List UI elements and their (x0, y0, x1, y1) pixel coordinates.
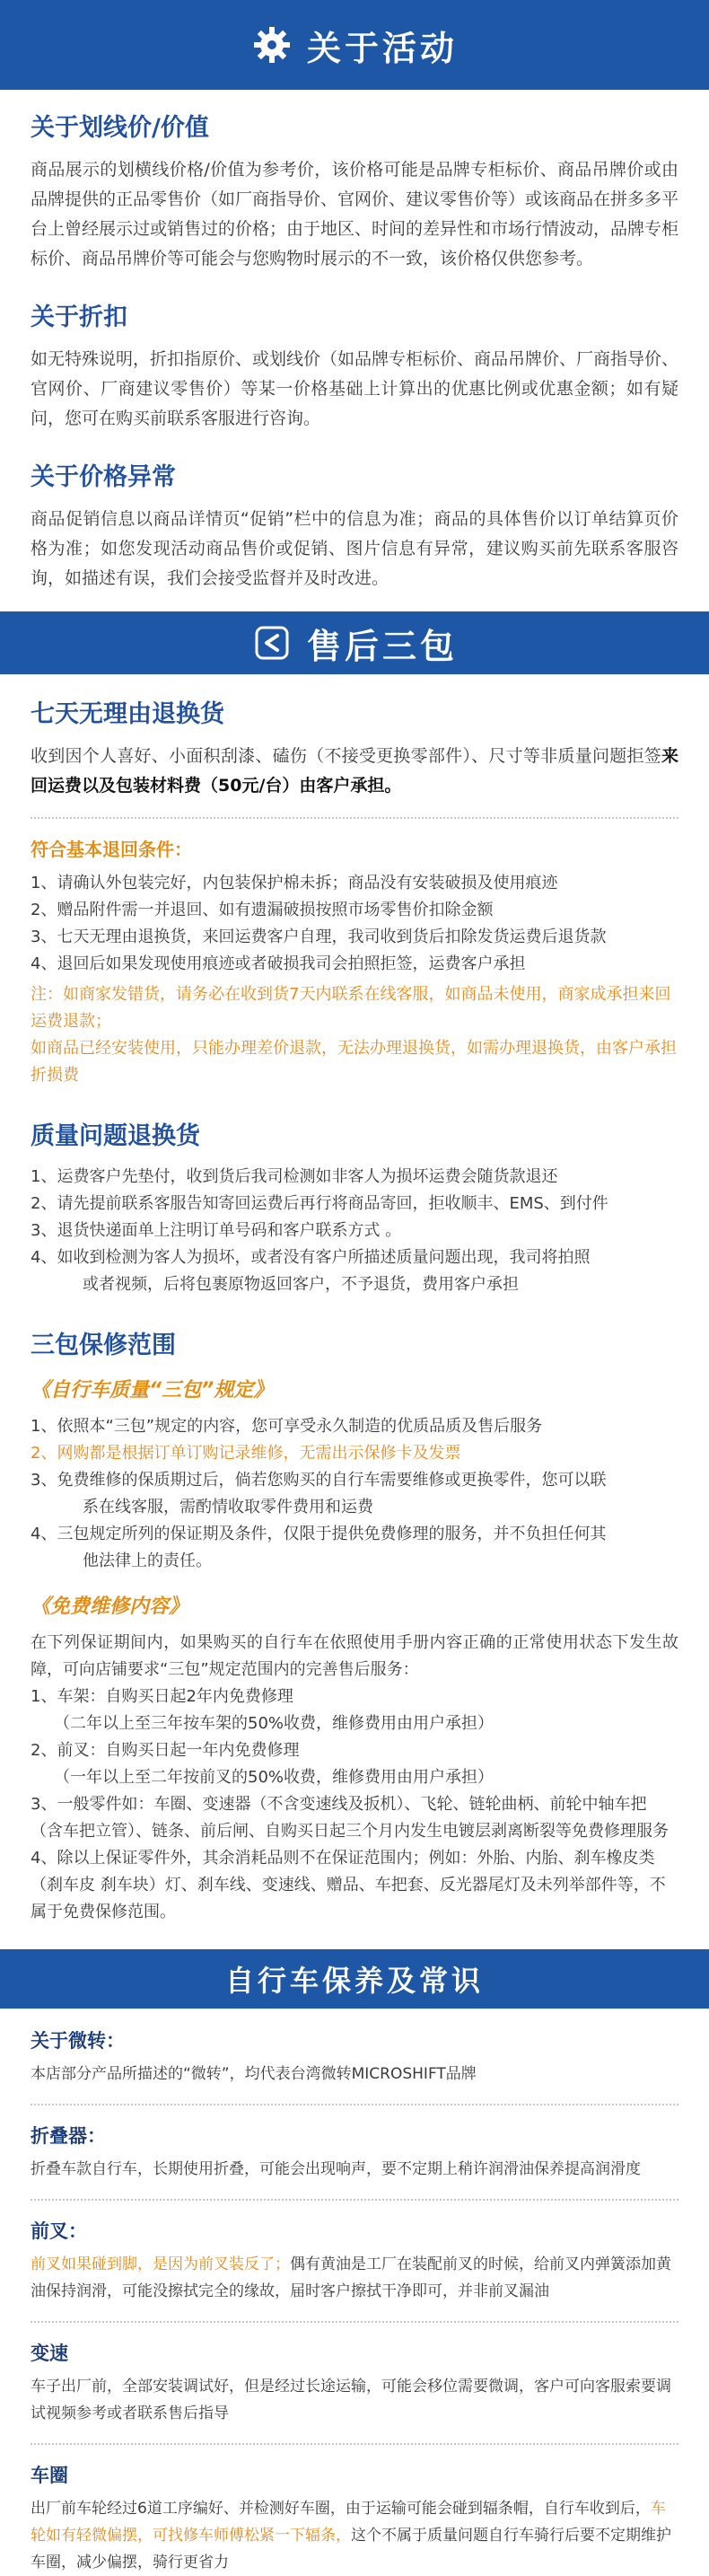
list-item: 4、三包规定所列的保证期及条件，仅限于提供免费修理的服务，并不负担任何其 (31, 1525, 607, 1543)
text-shifting: 车子出厂前，全部安装调试好，但是经过长途运输，可能会移位需要微调，客户可向客服索要调试视频参考或者联系售后指导 (31, 2378, 671, 2422)
banner-after-sales (0, 611, 709, 674)
section-after-sales (0, 674, 709, 1926)
note-wrong-item: 注：如商家发错货，请务必在收到货7天内联系在线客服，如商品未使用，商家成承担来回运费退款； (31, 985, 671, 1031)
section-about-activity (0, 90, 709, 593)
list-item: 3、一般零件如：车圈、变速器（不含变速线及扳机）、飞轮、链轮曲柄、前轮中轴车把（含车把立管）、链条、前后闸、自购买日起三个月内发生电镀层剥离断裂等免费修理服务 (31, 1795, 669, 1841)
heading-price-abnormal: 关于价格异常 (31, 463, 176, 491)
banner-title: 售后三包 (306, 626, 458, 666)
divider (31, 2199, 678, 2201)
section-maintenance (0, 2009, 709, 2576)
list-item: 4、除以上保证零件外，其余消耗品则不在保证范围内；例如：外胎、内胎、刹车橡皮类（刹车皮 刹车块）灯、刹车线、变速线、赠品、车把套、反光器尾灯及未列举部件等，不属于免费保修范围。 (31, 1849, 666, 1921)
list-item: 系在线客服，需酌情收取零件费用和运费 (83, 1498, 373, 1517)
banner-maintenance (0, 1949, 709, 2009)
list-item: 1、请确认外包装完好，内包装保护棉未拆；商品没有安装破损及使用痕迹 (31, 874, 558, 892)
divider (31, 2443, 678, 2445)
text-price-abnormal: 商品促销信息以商品详情页“促销”栏中的信息为准；商品的具体售价以订单结算页价格为准；如您发现活动商品售价或促销、图片信息有异常，建议购买前先联系客服咨询，如描述有误，我们会接受监督并及时改进。 (31, 509, 678, 588)
list-item: 2、前叉：自购买日起一年内免费修理 (31, 1741, 300, 1760)
text-rim-a: 出厂前车轮经过6道工序编好、并检测好车圈，由于运输可能会碰到辐条帽，自行车收到后， (31, 2500, 651, 2518)
list-item: （二年以上至三年按车架的50%收费，维修费用由用户承担） (54, 1714, 495, 1733)
gear-icon (251, 24, 293, 66)
divider (31, 817, 678, 819)
text-free-repair-intro: 在下列保证期间内，如果购买的自行车在依照使用手册内容正确的正常使用状态下发生故障，可向店铺要求“三包”规定范围内的完善售后服务： (31, 1633, 678, 1679)
banner-title: 自行车保养及常识 (224, 1964, 484, 1998)
heading-rim: 车圈 (31, 2465, 68, 2486)
text-rim-b: 车轮如有轻微偏摆，可找修车师傅松紧一下辐条， (31, 2500, 666, 2545)
text-seven-day-return (31, 742, 678, 801)
list-item: 3、免费维修的保质期过后，倘若您购买的自行车需要维修或更换零件，您可以联 (31, 1471, 607, 1490)
heading-discount: 关于折扣 (31, 303, 127, 331)
list-item: 他法律上的责任。 (83, 1552, 212, 1570)
text-seven-day-return-a: 收到因个人喜好、小面积刮漆、磕伤（不接受更换零部件）、尺寸等非质量问题拒签 (31, 746, 661, 766)
heading-fork: 前叉： (31, 2220, 87, 2242)
list-item: （一年以上至二年按前叉的50%收费，维修费用由用户承担） (54, 1768, 495, 1787)
text-fork-b: 偶有黄油是工厂在装配前叉的时候，给前叉内弹簧添加黄油保持润滑，可能没擦拭完全的缘故，届时客户擦拭干净即可，并非前叉漏油 (31, 2255, 671, 2300)
list-item: 2、网购都是根据订单订购记录维修，无需出示保修卡及发票 (31, 1444, 461, 1463)
banner-title: 关于活动 (306, 28, 458, 68)
list-item: 4、如收到检测为客人为损坏，或者没有客户所描述质量问题出现，我司将拍照 (31, 1248, 591, 1267)
list-item: 4、退回后如果发现使用痕迹或者破损我司会拍照拒签，运费客户承担 (31, 954, 526, 973)
heading-warranty-scope: 三包保修范围 (31, 1332, 176, 1359)
list-item: 1、车架：自购买日起2年内免费修理 (31, 1687, 293, 1706)
list-item: 3、退货快递面单上注明订单号码和客户联系方式 。 (31, 1221, 402, 1240)
list-item: 2、请先提前联系客服告知寄回运费后再行将商品寄回，拒收顺丰、EMS、到付件 (31, 1194, 608, 1213)
text-folder: 折叠车款自行车，长期使用折叠，可能会出现响声，要不定期上稍许润滑油保养提高润滑度 (31, 2160, 641, 2178)
heading-microshift: 关于微转： (31, 2030, 125, 2052)
divider (31, 2104, 678, 2106)
heading-three-guarantees-rule: 《自行车质量“三包”规定》 (31, 1379, 274, 1402)
list-item: 1、依照本“三包”规定的内容，您可享受永久制造的优质品质及售后服务 (31, 1417, 543, 1436)
list-item: 2、赠品附件需一并退回、如有遗漏破损按照市场零售价扣除金额 (31, 901, 494, 919)
heading-seven-day-return: 七天无理由退换货 (31, 700, 224, 728)
heading-return-conditions: 符合基本退回条件： (31, 839, 192, 860)
return-arrow-icon (251, 622, 293, 664)
text-rim (31, 2495, 678, 2576)
text-discount: 如无特殊说明，折扣指原价、或划线价（如品牌专柜标价、商品吊牌价、厂商指导价、官网价、厂商建议零售价）等某一价格基础上计算出的优惠比例或优惠金额；如有疑问，您可在购买前联系客服进行咨询。 (31, 349, 679, 428)
list-item: 1、运费客户先垫付，收到货后我司检测如非客人为损坏运费会随货款退还 (31, 1167, 558, 1186)
divider (31, 2321, 678, 2323)
text-seven-day-return-b: 来回运费以及包装材料费（50元/台）由客户承担。 (31, 746, 678, 796)
text-microshift: 本店部分产品所描述的“微转”，均代表台湾微转MICROSHIFT品牌 (31, 2065, 477, 2083)
heading-shifting: 变速 (31, 2343, 68, 2364)
text-fork (31, 2251, 678, 2305)
list-item: 或者视频，后将包裹原物返回客户，不予退货，费用客户承担 (83, 1275, 519, 1294)
banner-about-activity (0, 0, 709, 90)
heading-folder: 折叠器： (31, 2125, 106, 2147)
text-fork-a: 前叉如果碰到脚，是因为前叉装反了； (31, 2255, 290, 2273)
text-rim-c: 这个不属于质量问题自行车骑行后要不定期维护车圈，减少偏摆，骑行更省力 (31, 2527, 671, 2572)
list-item: 3、七天无理由退换货，来回运费客户自理，我司收到货后扣除发货运费后退货款 (31, 928, 607, 946)
text-strikethrough-price: 商品展示的划横线价格/价值为参考价，该价格可能是品牌专柜标价、商品吊牌价或由品牌提供的正品零售价（如厂商指导价、官网价、建议零售价等）或该商品在拼多多平台上曾经展示过或销售过的价格；由于地区、时间的差异性和市场行情波动，品牌专柜标价、商品吊牌价等可能会与您购物时展示的不一致，该价格仅供您参考。 (31, 160, 679, 268)
heading-free-repair: 《免费维修内容》 (31, 1596, 189, 1618)
note-used-item: 如商品已经安装使用，只能办理差价退款，无法办理退换货，如需办理退换货，由客户承担折损费 (31, 1039, 677, 1085)
heading-strikethrough-price: 关于划线价/价值 (31, 114, 209, 142)
heading-quality-return: 质量问题退换货 (31, 1122, 200, 1150)
